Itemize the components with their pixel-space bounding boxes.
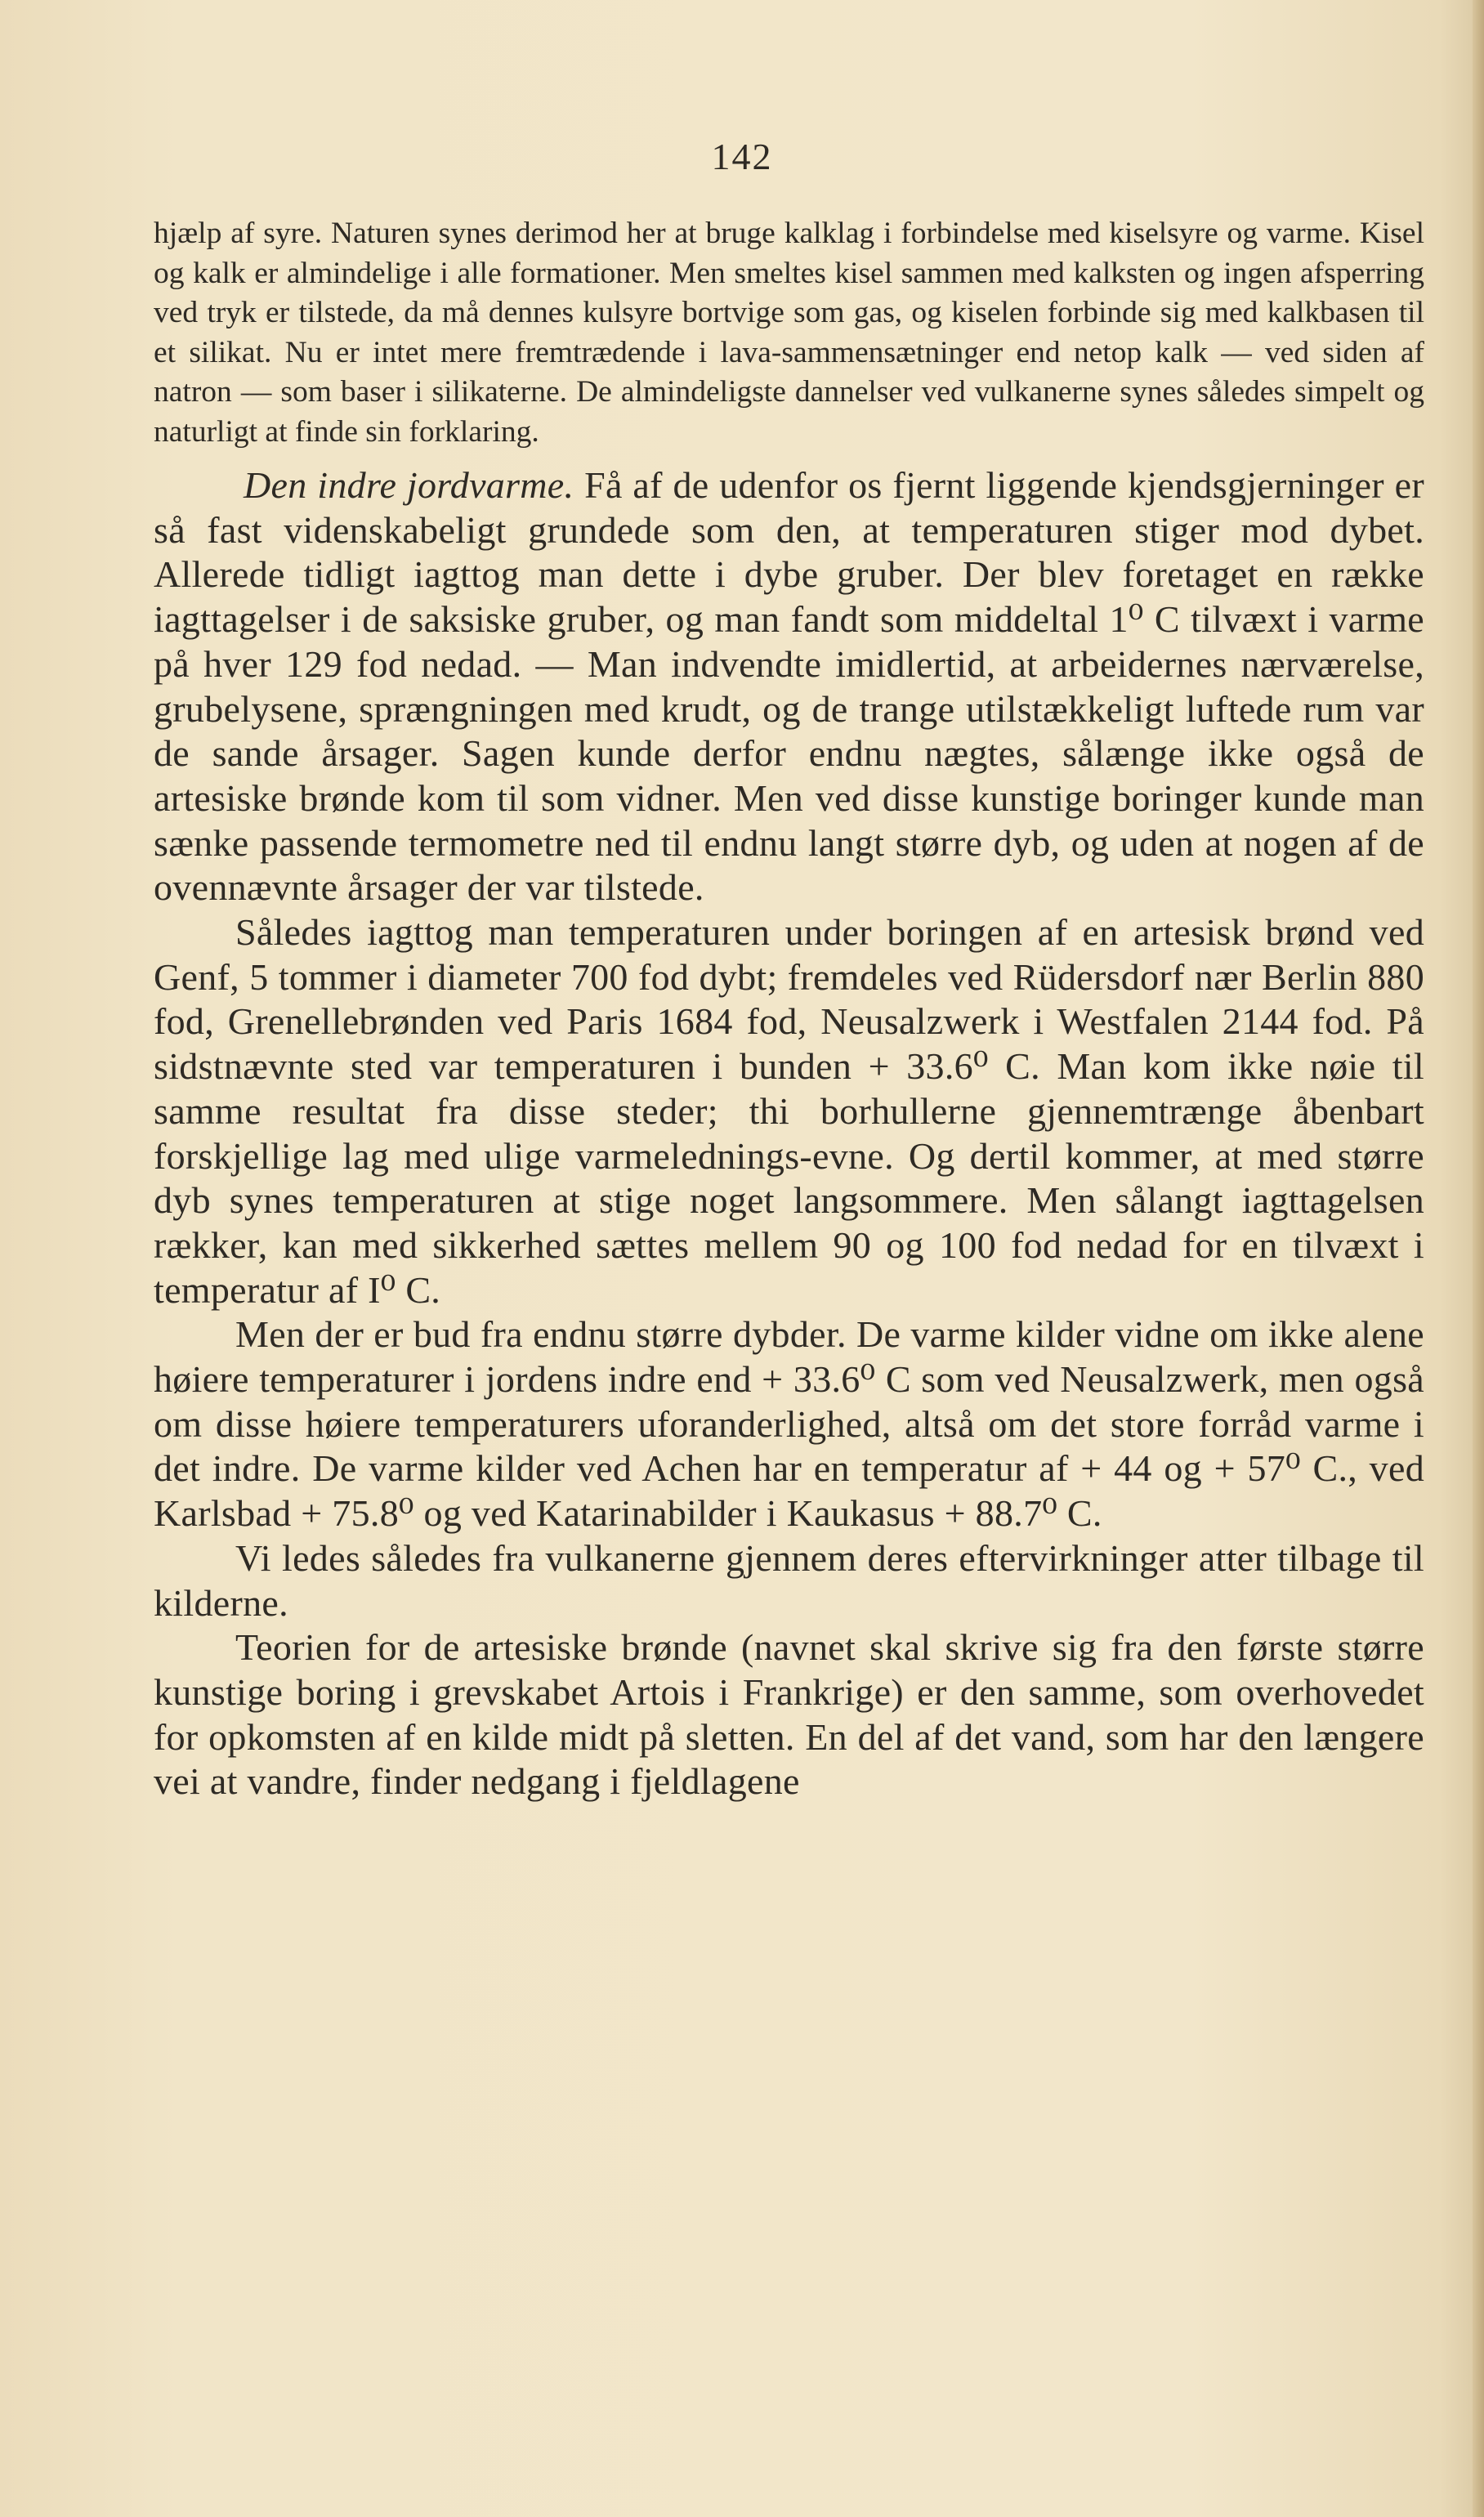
page-edge-shadow xyxy=(1473,0,1484,2517)
section-first-paragraph-text: Få af de udenfor os fjernt liggende kjendsgjerninger er så fast videnskabeligt grundede som den, at temperaturen stiger mod dybet. Allerede tidligt iagttog man dette i dybe gruber. Der blev foretaget en række iagttagelser i de saksiske gruber, og man fandt som middeltal 1⁰ C tilvæxt i varme på hver 129 fod nedad. — Man indvendte imidlertid, at arbeidernes nærværelse, grubelysene, sprængningen med krudt, og de trange utilstækkeligt luftede rum var de sande årsager. Sagen kunde derfor endnu nægtes, sålænge ikke også de artesiske brønde kom til som vidner. Men ved disse kunstige boringer kunde man sænke passende termometre ned til endnu langt større dyb, og uden at nogen af de ovennævnte årsager der var tilstede. xyxy=(154,464,1424,909)
section-first-paragraph xyxy=(154,463,1424,910)
paragraph: Således iagttog man temperaturen under boringen af en artesisk brønd ved Genf, 5 tommer i diameter 700 fod dybt; fremdeles ved Rüdersdorf nær Berlin 880 fod, Grenellebrønden ved Paris 1684 fod, Neusalzwerk i Westfalen 2144 fod. På sidstnævnte sted var temperaturen i bunden + 33.6⁰ C. Man kom ikke nøie til samme resultat fra disse steder; thi borhullerne gjennemtrænge åbenbart forskjellige lag med ulige varmelednings-evne. Og dertil kommer, at med større dyb synes temperaturen at stige noget langsommere. Men sålangt iagttagelsen rækker, kan med sikkerhed sættes mellem 90 og 100 fod nedad for en tilvæxt i temperatur af I⁰ C. xyxy=(154,911,1424,1311)
section-heading: Den indre jordvarme. xyxy=(244,464,574,506)
small-print-paragraph: hjælp af syre. Naturen synes derimod her at bruge kalklag i forbindelse med kiselsyre og varme. Kisel og kalk er almindelige i alle formationer. Men smeltes kisel sammen med kalksten og ingen afsperring ved tryk er tilstede, da må dennes kulsyre bortvige som gas, og kiselen forbinde sig med kalkbasen til et silikat. Nu er intet mere fremtrædende i lava-sammensætninger end netop kalk — ved siden af natron — som baser i silikaterne. De almindeligste dannelser ved vulkanerne synes således simpelt og naturligt at finde sin forklaring. xyxy=(154,217,1424,449)
main-section xyxy=(154,463,1424,1804)
paragraph: Teorien for de artesiske brønde (navnet skal skrive sig fra den første større kunstige boring i grevskabet Artois i Frankrige) er den samme, som overhovedet for opkomsten af en kilde midt på sletten. En del af det vand, som har den længere vei at vandre, finder nedgang i fjeldlagene xyxy=(154,1626,1424,1803)
paragraph: Vi ledes således fra vulkanerne gjennem deres eftervirkninger atter tilbage til kilderne. xyxy=(154,1536,1424,1624)
small-print-section xyxy=(154,214,1424,452)
paragraph: Men der er bud fra endnu større dybder. De varme kilder vidne om ikke alene høiere temperaturer i jordens indre end + 33.6⁰ C som ved Neusalzwerk, men også om disse høiere temperaturers uforanderlighed, altså om det store forråd varme i det indre. De varme kilder ved Achen har en temperatur af + 44 og + 57⁰ C., ved Karlsbad + 75.8⁰ og ved Katarinabilder i Kaukasus + 88.7⁰ C. xyxy=(154,1313,1424,1535)
page-number: 142 xyxy=(711,136,773,177)
body-text xyxy=(154,214,1424,1804)
